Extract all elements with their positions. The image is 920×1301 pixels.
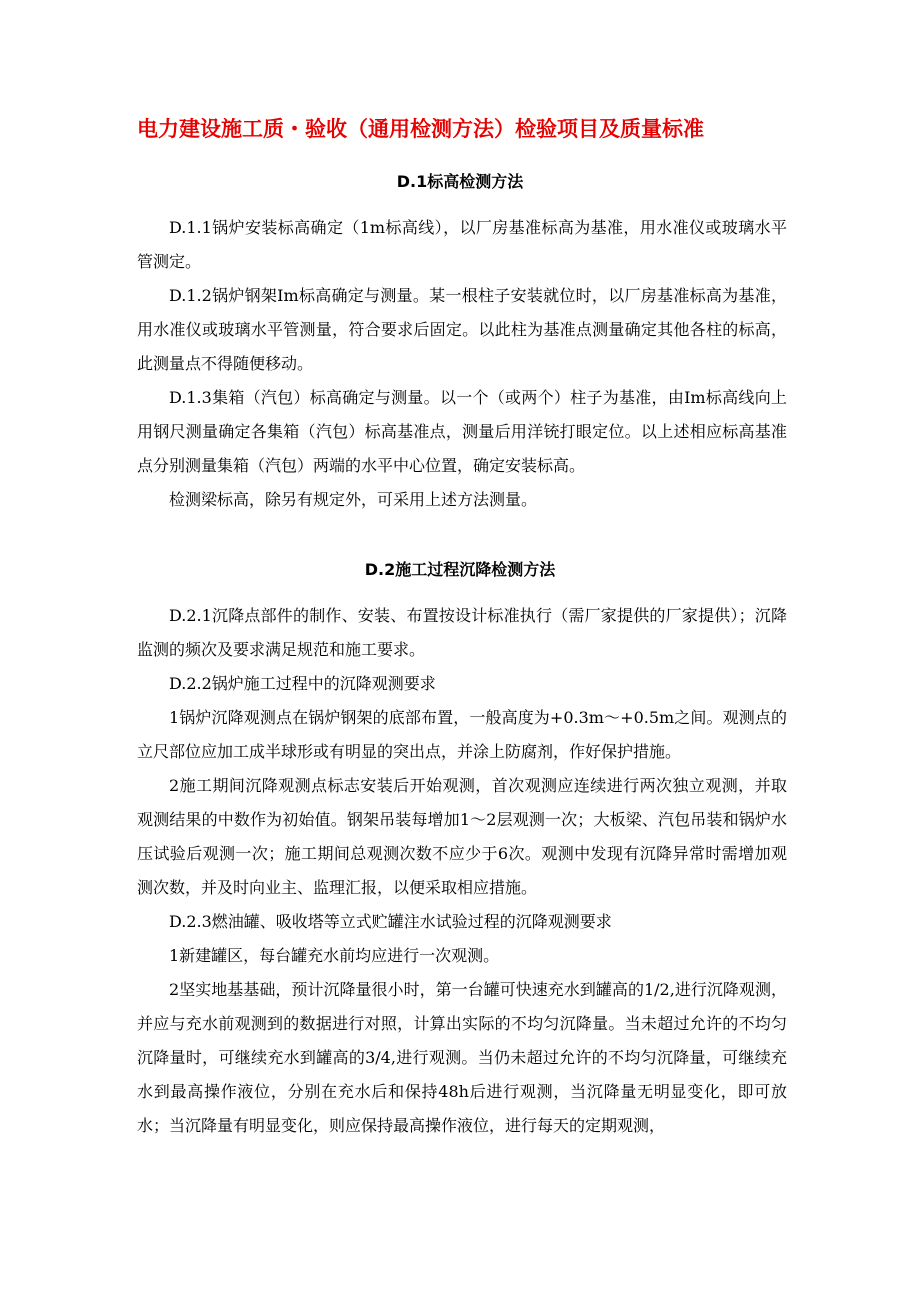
paragraph-d1-2: D.1.2锅炉钢架Im标高确定与测量。某一根柱子安装就位时，以厂房基准标高为基准，用水准仪或玻璃水平管测量，符合要求后固定。以此柱为基准点测量确定其他各柱的标高，此测量点不得随便移动。 <box>137 286 787 373</box>
paragraph-d1-note: 检测梁标高，除另有规定外，可采用上述方法测量。 <box>169 490 538 509</box>
paragraph-d2-3: D.2.3燃油罐、吸收塔等立式贮罐注水试验过程的沉降观测要求 <box>169 912 612 931</box>
section-heading-d2: D.2施工过程沉降检测方法 <box>364 560 556 579</box>
section-heading-d1: D.1标高检测方法 <box>396 172 524 191</box>
paragraph-d2-3-item-1: 1新建罐区，每台罐充水前均应进行一次观测。 <box>169 946 500 965</box>
paragraph-d2-2-item-1: 1锅炉沉降观测点在锅炉钢架的底部布置，一般高度为+0.3m～+0.5m之间。观测点的立尺部位应加工成半球形或有明显的突出点，并涂上防腐剂，作好保护措施。 <box>137 708 787 761</box>
document-title: 电力建设施工质・验收（通用检测方法）检验项目及质量标准 <box>137 117 704 141</box>
section-body-d1 <box>137 211 787 517</box>
paragraph-d2-2-item-2: 2施工期间沉降观测点标志安装后开始观测，首次观测应连续进行两次独立观测，并取观测结果的中数作为初始值。钢架吊装每增加1～2层观测一次；大板梁、汽包吊装和锅炉水压试验后观测一次；施工期间总观测次数不应少于6次。观测中发现有沉降异常时需增加观测次数，并及时向业主、监理汇报，以便采取相应措施。 <box>137 776 787 897</box>
paragraph-d1-1: D.1.1锅炉安装标高确定（1m标高线），以厂房基准标高为基准，用水准仪或玻璃水平管测定。 <box>137 218 787 271</box>
paragraph-d1-3: D.1.3集箱（汽包）标高确定与测量。以一个（或两个）柱子为基准，由Im标高线向上用钢尺测量确定各集箱（汽包）标高基准点，测量后用洋铳打眼定位。以上述相应标高基准点分别测量集箱（汽包）两端的水平中心位置，确定安装标高。 <box>137 388 787 475</box>
paragraph-d2-3-item-2: 2坚实地基基础，预计沉降量很小时，第一台罐可快速充水到罐高的1/2,进行沉降观测，并应与充水前观测到的数据进行对照，计算出实际的不均匀沉降量。当未超过允许的不均匀沉降量时，可继续充水到罐高的3/4,进行观测。当仍未超过允许的不均匀沉降量，可继续充水到最高操作液位，分别在充水后和保持48h后进行观测，当沉降量无明显变化，即可放水；当沉降量有明显变化，则应保持最高操作液位，进行每天的定期观测， <box>137 980 787 1135</box>
paragraph-d2-1: D.2.1沉降点部件的制作、安装、布置按设计标准执行（需厂家提供的厂家提供）；沉降监测的频次及要求满足规范和施工要求。 <box>137 606 787 659</box>
section-body-d2 <box>137 599 787 1143</box>
paragraph-d2-2: D.2.2锅炉施工过程中的沉降观测要求 <box>169 674 436 693</box>
